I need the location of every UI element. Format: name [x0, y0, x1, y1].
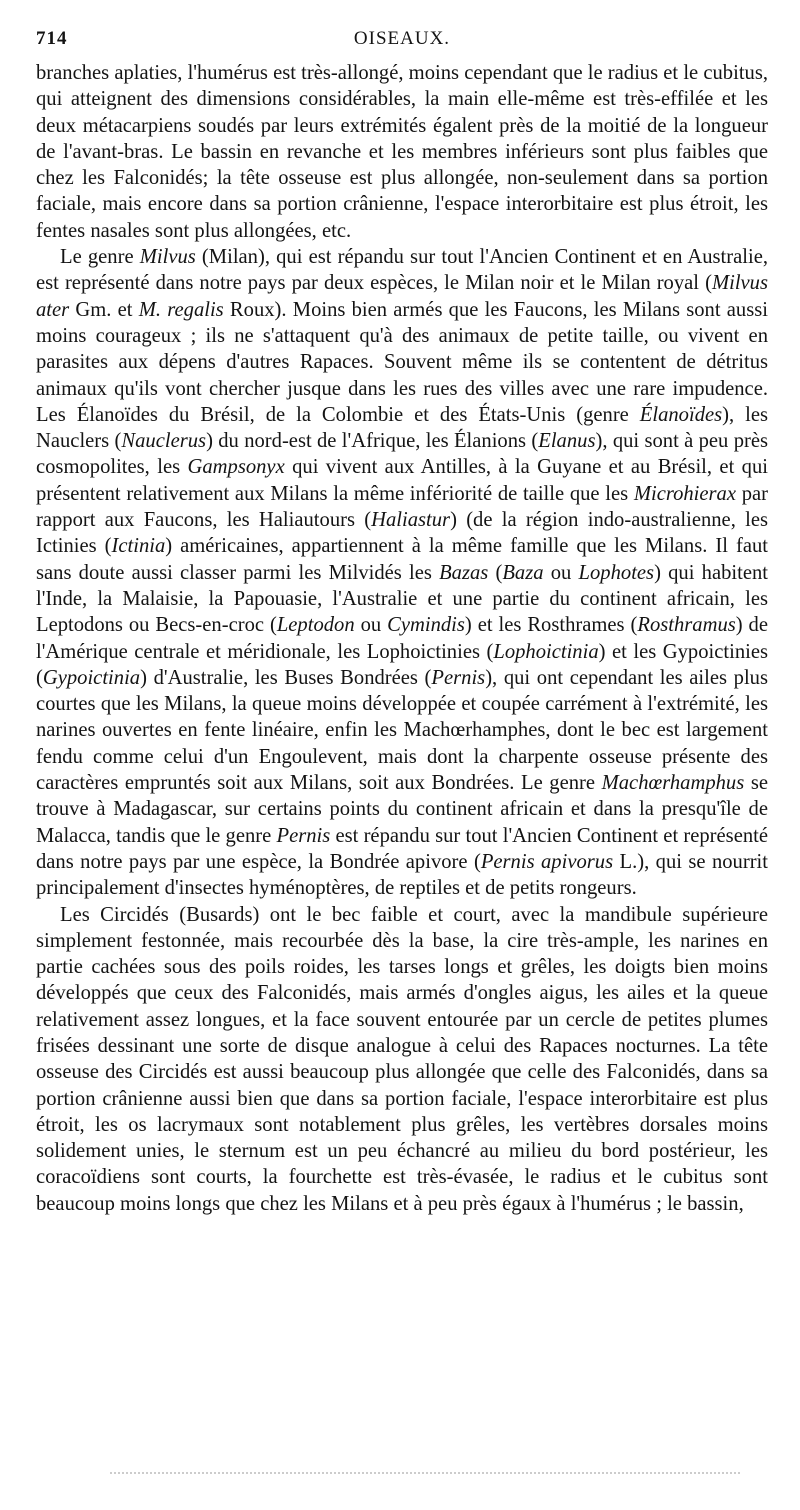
text-run: branches aplaties, l'humérus est très-allongé, moins cependant que le radius et le cubitus, qui atteignent des dimensions considérables, la main elle-même est très-effilée et les deux métacarpiens soudés par leurs extrémités égalent près de la moitié de la longueur de l'avant-bras. Le bassin en revanche et les membres inférieurs sont plus faibles que chez les Falconidés; la tête osseuse est plus allongée, non-seulement dans sa portion faciale, mais encore dans sa portion crânienne, l'espace interorbitaire est plus étroit, les fentes nasales sont plus allongées, etc. — [36, 62, 768, 242]
italic-term: Cymindis — [387, 614, 465, 637]
text-run: ) (de la région indo-australienne, les Ictinies ( — [36, 509, 768, 558]
italic-term: Machœrhamphus — [601, 772, 745, 795]
text-run: ) d'Australie, les Buses Bondrées ( — [140, 666, 432, 689]
italic-term: Pernis apivorus — [480, 850, 614, 873]
running-title: OISEAUX. — [353, 28, 451, 49]
text-run: ou — [543, 561, 579, 584]
text-run: (Milan), qui est répandu sur tout l'Ancien Continent et en Australie, est représenté dans notre pays par deux espèces, le Milan noir et le Milan royal ( — [36, 246, 769, 295]
italic-term: M. regalis — [138, 298, 224, 321]
text-run: ) et les Rosthrames ( — [464, 614, 638, 637]
body-text — [36, 60, 768, 1217]
italic-term: Milvus — [139, 246, 196, 269]
text-run: ) et les Gypoictinies ( — [36, 640, 768, 689]
italic-term: Gampsonyx — [187, 456, 285, 479]
italic-term: Lophoictinia — [493, 640, 599, 663]
text-run: Roux). Moins bien armés que les Faucons, les Milans sont aussi moins courageux ; ils ne s'attaquent qu'à des animaux de petite taille, ou vivent en parasites aux dépens d'autres Rapaces. Souvent même ils se contentent de détritus animaux qu'ils vont chercher jusque dans les rues des villes avec une rare impudence. Les Élanoïdes du Brésil, de la Colombie et des États-Unis (genre — [36, 298, 768, 426]
paragraph — [36, 244, 768, 901]
text-run: qui vivent aux Antilles, à la Guyane et au Brésil, et qui présentent relativement aux Milans la même infériorité de taille que les — [36, 456, 768, 505]
text-run: ( — [488, 561, 503, 584]
page-number: 714 — [36, 28, 68, 49]
footer-marks — [110, 1472, 740, 1480]
paragraph — [36, 902, 768, 1218]
text-run: ) américaines, appartiennent à la même famille que les Milans. Il faut sans doute aussi classer parmi les Milvidés les — [36, 535, 769, 584]
italic-term: Pernis — [431, 666, 486, 689]
italic-term: Nauclerus — [121, 430, 207, 453]
text-run: ), qui sont à peu près cosmopolites, les — [36, 430, 769, 479]
text-run: ) qui habitent l'Inde, la Malaisie, la Papouasie, l'Australie et une partie du continent africain, les Leptodons ou Becs-en-croc ( — [36, 561, 768, 637]
text-run: ), les Nauclers ( — [36, 403, 768, 453]
italic-term: Bazas — [439, 561, 489, 584]
italic-term: Elanus — [538, 430, 596, 453]
text-run: Le genre — [60, 246, 140, 269]
text-run: ) du nord-est de l'Afrique, les Élanions ( — [206, 430, 539, 453]
italic-term: Lophotes — [578, 561, 655, 584]
running-head — [36, 28, 768, 56]
italic-term: Gypoictinia — [42, 666, 141, 689]
text-run: ), qui ont cependant les ailes plus courtes que les Milans, la queue moins développée et coupée carrément à l'extrémité, les narines ouvertes en fente linéaire, enfin les Machœrhamphes, dont le bec est largement fendu comme celui d'un Engoulevent, mais dont la charpente osseuse présente des caractères empruntés soit aux Milans, soit aux Bondrées. Le genre — [36, 666, 768, 795]
italic-term: Rosthramus — [637, 614, 736, 637]
text-run: ) de l'Amérique centrale et méridionale, les Lophoictinies ( — [36, 614, 768, 663]
text-run: est répandu sur tout l'Ancien Continent et représenté dans notre pays par une espèce, la Bondrée apivore ( — [36, 824, 768, 873]
text-run: Les Circidés (Busards) ont le bec faible et court, avec la mandibule supérieure simplement festonnée, mais recourbée dès la base, la cire très-ample, les narines en partie cachées sous des poils roides, les tarses longs et grêles, les doigts bien moins développés que ceux des Falconidés, mais armés d'ongles aigus, les ailes et la queue relativement assez longues, et la face souvent entourée par un cercle de petites plumes frisées dessinant une sorte de disque analogue à celui des Rapaces nocturnes. La tête osseuse des Circidés est aussi beaucoup plus allongée que celle des Falconidés, dans sa portion crânienne aussi bien que dans sa portion faciale, l'espace interorbitaire est plus étroit, les os lacrymaux sont notablement plus grêles, les vertèbres dorsales moins solidement unies, le sternum est un peu échancré au milieu du bord postérieur, les coracoïdiens sont courts, la fourchette est très-évasée, le radius et le cubitus sont beaucoup moins longs que chez les Milans et à peu près égaux à l'humérus ; le bassin, — [36, 903, 768, 1215]
text-run: L.), qui se nourrit principalement d'insectes hyménoptères, de reptiles et de petits rongeurs. — [36, 850, 768, 900]
italic-term: Milvus ater — [36, 272, 768, 321]
italic-term: Leptodon — [276, 614, 355, 637]
italic-term: Microhierax — [633, 482, 736, 505]
italic-term: Haliastur — [371, 509, 451, 532]
italic-term: Élanoïdes — [639, 403, 723, 426]
text-run: Gm. et — [69, 298, 139, 321]
text-run: par rapport aux Faucons, les Haliautours ( — [36, 482, 768, 532]
text-run: se trouve à Madagascar, sur certains points du continent africain et dans la presqu'île de Malacca, tandis que le genre — [36, 772, 768, 847]
paragraph — [36, 60, 768, 244]
text-run: ou — [354, 614, 388, 637]
italic-term: Pernis — [276, 824, 331, 847]
italic-term: Baza — [502, 561, 544, 584]
italic-term: Ictinia — [111, 535, 166, 558]
